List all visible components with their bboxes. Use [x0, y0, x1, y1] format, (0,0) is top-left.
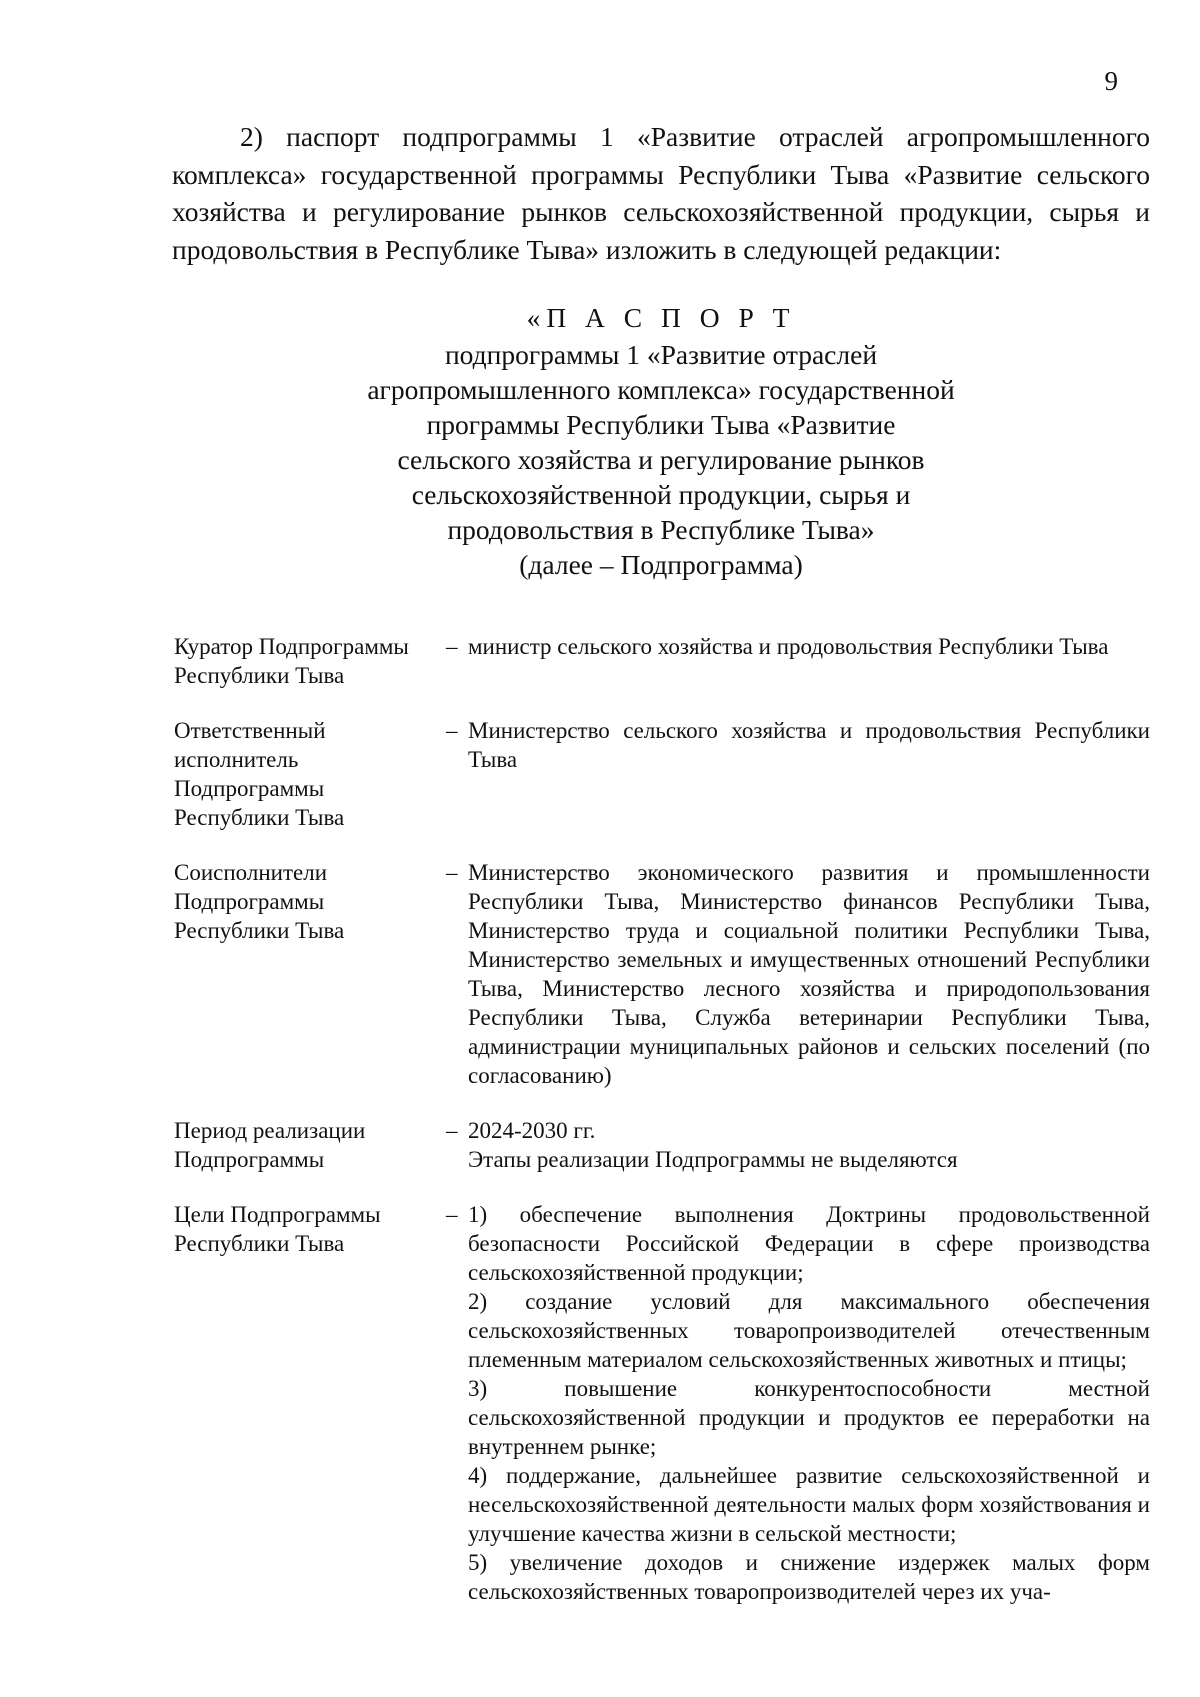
- row-label: Ответственный исполнитель Подпрограммы Республики Тыва: [174, 718, 345, 830]
- intro-paragraph: 2) паспорт подпрограммы 1 «Развитие отраслей агропромышленного комплекса» государственной программы Республики Тыва «Развитие сельского хозяйства и регулирование рынков сельскохозяйственной продукции, сырья и продовольствия в Республике Тыва» изложить в следующей редакции:: [172, 121, 1150, 265]
- row-dash: –: [446, 1118, 458, 1143]
- row-label: Куратор Подпрограммы Республики Тыва: [174, 634, 409, 688]
- goal-item: 3) повышение конкурентоспособности местной сельскохозяйственной продукции и продуктов ее переработки на внутреннем рынке;: [468, 1376, 1150, 1459]
- title-line: программы Республики Тыва «Развитие: [426, 409, 896, 440]
- goal-item: 2) создание условий для максимального обеспечения сельскохозяйственных товаропроизводителей отечественным племенным материалом сельскохозяйственных животных и птицы;: [468, 1289, 1150, 1372]
- title-heading: «П А С П О Р Т: [526, 302, 796, 333]
- row-value-text: Этапы реализации Подпрограммы не выделяются: [468, 1147, 958, 1172]
- row-value: [468, 716, 1150, 832]
- row-label: Соисполнители Подпрограммы Республики Тыва: [174, 860, 345, 943]
- row-value: [468, 1116, 1150, 1174]
- row-value-text: Министерство экономического развития и промышленности Республики Тыва, Министерство финансов Республики Тыва, Министерство труда и социальной политики Республики Тыва, Министерство земельных и имущественных отношений Республики Тыва, Министерство лесного хозяйства и природопользования Республики Тыва, Служба ветеринарии Республики Тыва, администрации муниципальных районов и сельских поселений (по согласованию): [468, 860, 1150, 1088]
- title-line: (далее – Подпрограмма): [519, 549, 803, 580]
- passport-row-goals: [174, 1200, 1150, 1606]
- row-value: [468, 1200, 1150, 1606]
- page-number: 9: [1104, 66, 1118, 96]
- passport-row-curator: [174, 632, 1150, 690]
- title-line: сельского хозяйства и регулирование рынков: [397, 444, 925, 475]
- row-label: Период реализации Подпрограммы: [174, 1118, 366, 1172]
- row-dash: –: [446, 860, 458, 885]
- passport-title: [172, 300, 1150, 582]
- goal-item: 1) обеспечение выполнения Доктрины продовольственной безопасности Российской Федерации в сфере производства сельскохозяйственной продукции;: [468, 1202, 1150, 1285]
- passport-row-coexecutors: [174, 858, 1150, 1090]
- goal-item: 5) увеличение доходов и снижение издержек малых форм сельскохозяйственных товаропроизводителей через их уча-: [468, 1550, 1150, 1604]
- title-line: агропромышленного комплекса» государственной: [367, 374, 955, 405]
- row-value-text: 2024-2030 гг.: [468, 1118, 596, 1143]
- row-dash: –: [446, 718, 458, 743]
- passport-row-period: [174, 1116, 1150, 1174]
- row-dash: –: [446, 634, 458, 659]
- title-line: продовольствия в Республике Тыва»: [447, 514, 875, 545]
- title-line: сельскохозяйственной продукции, сырья и: [411, 479, 911, 510]
- row-value-text: министр сельского хозяйства и продовольствия Республики Тыва: [468, 634, 1109, 659]
- row-label: Цели Подпрограммы Республики Тыва: [174, 1202, 381, 1256]
- row-value-text: Министерство сельского хозяйства и продовольствия Республики Тыва: [468, 718, 1150, 772]
- row-value: [468, 858, 1150, 1090]
- row-dash: –: [446, 1202, 458, 1227]
- goal-item: 4) поддержание, дальнейшее развитие сельскохозяйственной и несельскохозяйственной деятельности малых форм хозяйствования и улучшение качества жизни в сельской местности;: [468, 1463, 1150, 1546]
- passport-row-responsible: [174, 716, 1150, 832]
- title-line: подпрограммы 1 «Развитие отраслей: [444, 339, 878, 370]
- passport-table: [174, 632, 1150, 1632]
- row-value: [468, 632, 1150, 690]
